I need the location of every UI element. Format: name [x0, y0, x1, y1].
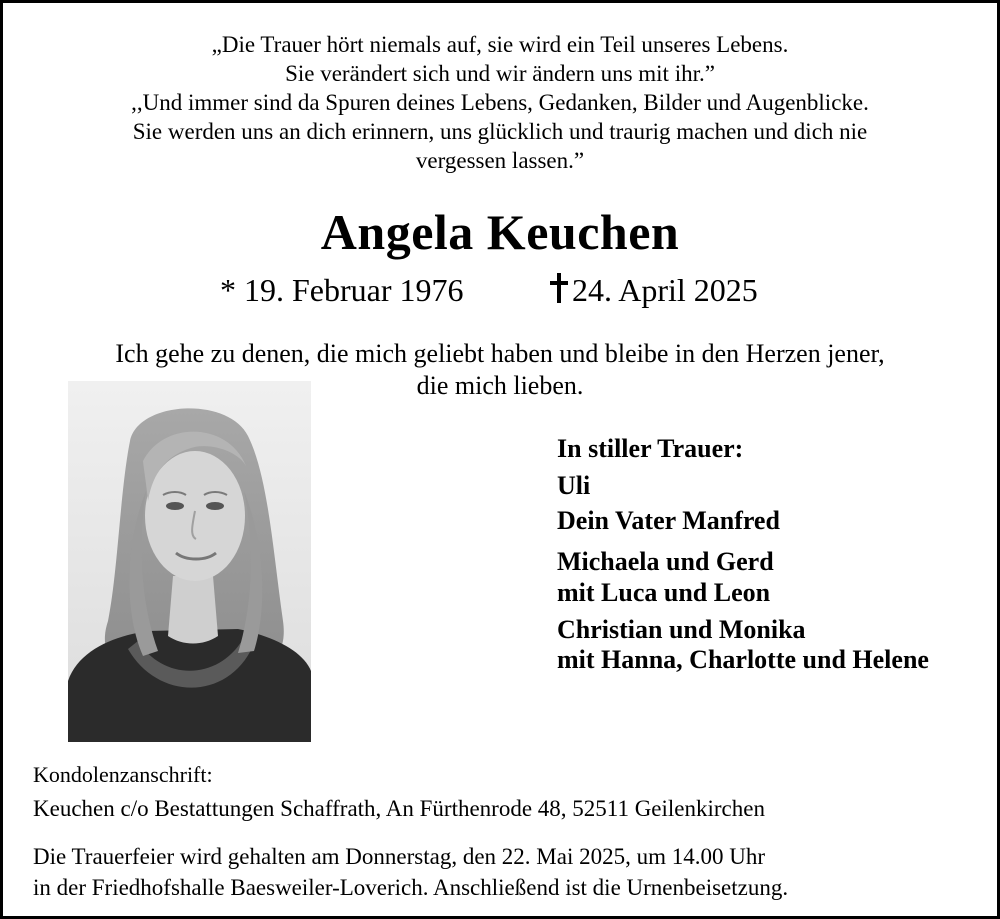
condolence-address: Keuchen c/o Bestattungen Schaffrath, An Fürthenrode 48, 52511 Geilenkirchen — [33, 796, 765, 821]
mourner-entry: mit Luca und Leon — [557, 578, 771, 607]
mourner-entry: Uli — [557, 471, 591, 500]
birth-date: * 19. Februar 1976 — [220, 272, 464, 308]
portrait-illustration — [68, 381, 311, 742]
mourner-entry: Dein Vater Manfred — [557, 506, 780, 535]
death-date-group — [548, 270, 758, 310]
verse-line-1: Ich gehe zu denen, die mich geliebt haben und bleibe in den Herzen jener, — [115, 339, 885, 368]
condolence-label: Kondolenzanschrift: — [33, 762, 213, 787]
quote-line-3: ,,Und immer sind da Spuren deines Lebens, Gedanken, Bilder und Augenblicke. — [131, 90, 869, 115]
mourner-entry: Michaela und Gerd — [557, 547, 774, 576]
death-date: 24. April 2025 — [572, 272, 758, 308]
mourners-heading: In stiller Trauer: — [557, 434, 744, 463]
mourner-entry: Christian und Monika — [557, 615, 806, 644]
quote-line-2: Sie verändert sich und wir ändern uns mit ihr.” — [285, 61, 715, 86]
mourner-entry: mit Hanna, Charlotte und Helene — [557, 645, 929, 674]
ceremony-line-2: in der Friedhofshalle Baesweiler-Loverich. Anschließend ist die Urnenbeisetzung. — [33, 875, 789, 900]
deceased-name: Angela Keuchen — [320, 204, 680, 260]
verse-line-2: die mich lieben. — [416, 371, 584, 400]
cross-icon — [548, 273, 570, 303]
quote-line-4: Sie werden uns an dich erinnern, uns glücklich und traurig machen und dich nie — [132, 119, 868, 144]
ceremony-line-1: Die Trauerfeier wird gehalten am Donnerstag, den 22. Mai 2025, um 14.00 Uhr — [33, 844, 766, 869]
quote-line-5: vergessen lassen.” — [415, 148, 585, 173]
portrait-photo — [68, 381, 311, 742]
quote-line-1: „Die Trauer hört niemals auf, sie wird ein Teil unseres Lebens. — [211, 32, 789, 57]
